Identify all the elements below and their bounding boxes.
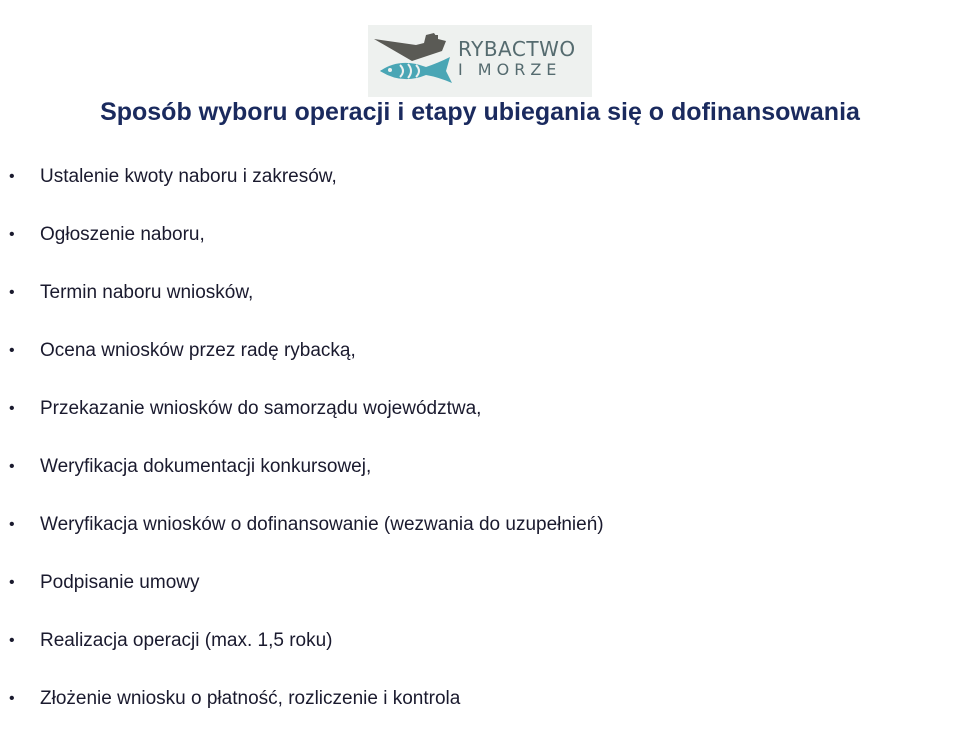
bullet-dot-icon: •: [9, 284, 15, 301]
boat-fish-icon: [372, 31, 456, 91]
bullet-dot-icon: •: [9, 574, 15, 591]
slide-title: Sposób wyboru operacji i etapy ubiegania się o dofinansowania: [100, 98, 860, 126]
bullet-text: Weryfikacja dokumentacji konkursowej,: [40, 456, 372, 477]
bullet-dot-icon: •: [9, 632, 15, 649]
bullet-text: Podpisanie umowy: [40, 572, 200, 593]
logo-line-2: I MORZE: [458, 60, 562, 79]
bullet-text: Termin naboru wniosków,: [40, 282, 254, 303]
bullet-dot-icon: •: [9, 400, 15, 417]
logo-wordmark: [458, 39, 576, 78]
bullet-text: Ocena wniosków przez radę rybacką,: [40, 340, 356, 361]
bullet-dot-icon: •: [9, 168, 15, 185]
bullet-text: Realizacja operacji (max. 1,5 roku): [40, 630, 333, 651]
bullet-dot-icon: •: [9, 342, 15, 359]
rybactwo-i-morze-logo: [368, 25, 592, 97]
bullet-text: Ustalenie kwoty naboru i zakresów,: [40, 166, 337, 187]
bullet-dot-icon: •: [9, 516, 15, 533]
logo-line-1: RYBACTWO: [458, 37, 576, 61]
bullet-text: Przekazanie wniosków do samorządu województwa,: [40, 398, 482, 419]
bullet-text: Złożenie wniosku o płatność, rozliczenie i kontrola: [40, 688, 461, 709]
bullet-text: Ogłoszenie naboru,: [40, 224, 205, 245]
bullet-dot-icon: •: [9, 226, 15, 243]
bullet-dot-icon: •: [9, 458, 15, 475]
bullet-dot-icon: •: [9, 690, 15, 707]
bullet-text: Weryfikacja wniosków o dofinansowanie (wezwania do uzupełnień): [40, 514, 604, 535]
